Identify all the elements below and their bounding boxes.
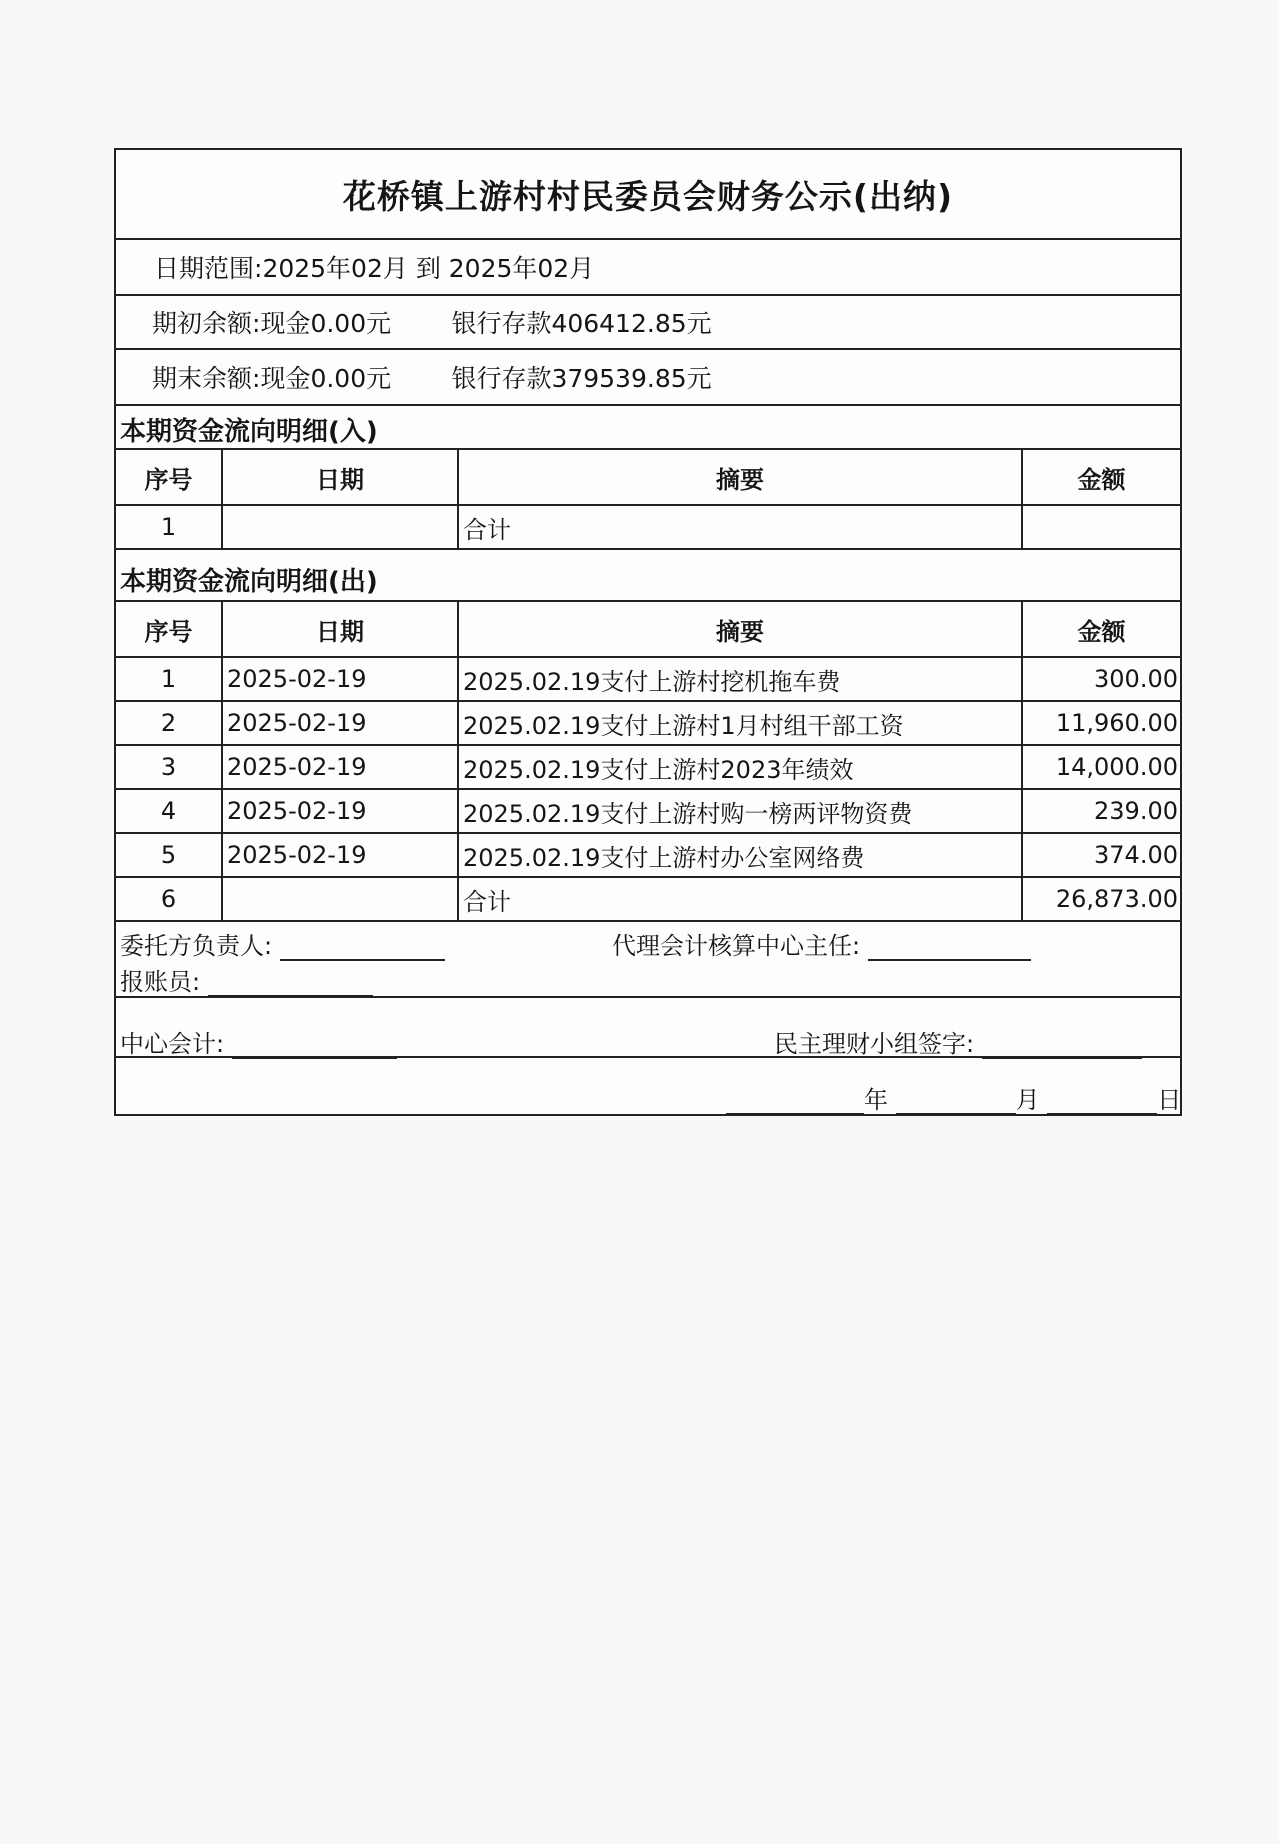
- row-amount: 26,873.00: [1022, 877, 1180, 921]
- table-row: [116, 505, 1180, 549]
- col-header-date: 日期: [222, 601, 458, 657]
- expense-table: [116, 600, 1180, 922]
- row-summary: 2025.02.19支付上游村2023年绩效: [458, 745, 1022, 789]
- reimburser-signature: [120, 962, 373, 997]
- row-date: 2025-02-19: [222, 657, 458, 701]
- center-director-signature: [612, 926, 1031, 961]
- row-date: 2025-02-19: [222, 833, 458, 877]
- col-header-summary: 摘要: [458, 449, 1022, 505]
- row-amount: 239.00: [1022, 789, 1180, 833]
- row-no: 6: [116, 877, 222, 921]
- row-amount: 11,960.00: [1022, 701, 1180, 745]
- principal-signature: [120, 926, 445, 961]
- row-no: 1: [116, 657, 222, 701]
- col-header-summary: 摘要: [458, 601, 1022, 657]
- row-amount: 14,000.00: [1022, 745, 1180, 789]
- divider: [116, 1056, 1180, 1058]
- row-no: 4: [116, 789, 222, 833]
- principal-signature-line: [280, 937, 445, 961]
- year-label: 年: [864, 1086, 888, 1114]
- signing-date: [726, 1080, 1181, 1115]
- row-amount: [1022, 505, 1180, 549]
- col-header-amount: 金额: [1022, 601, 1180, 657]
- center-accountant-signature: [120, 1024, 397, 1059]
- finance-group-signature: [774, 1024, 1142, 1059]
- row-date: 2025-02-19: [222, 745, 458, 789]
- row-no: 1: [116, 505, 222, 549]
- table-row: [116, 745, 1180, 789]
- year-line: [726, 1091, 864, 1115]
- row-summary: 2025.02.19支付上游村挖机拖车费: [458, 657, 1022, 701]
- reimburser-signature-line: [208, 973, 373, 997]
- month-line: [896, 1091, 1016, 1115]
- closing-balance-row: [116, 350, 1180, 404]
- col-header-date: 日期: [222, 449, 458, 505]
- table-row: [116, 833, 1180, 877]
- opening-balance-label: 期初余额:: [152, 309, 261, 338]
- date-range-to: 2025年02月: [448, 254, 595, 283]
- col-header-amount: 金额: [1022, 449, 1180, 505]
- day-label: 日: [1157, 1086, 1182, 1114]
- row-summary: 合计: [458, 505, 1022, 549]
- center-director-signature-line: [868, 937, 1031, 961]
- finance-disclosure-sheet: [114, 148, 1182, 1116]
- table-row: [116, 657, 1180, 701]
- opening-balance-row: [116, 296, 1180, 348]
- row-summary: 合计: [458, 877, 1022, 921]
- row-no: 3: [116, 745, 222, 789]
- row-summary: 2025.02.19支付上游村1月村组干部工资: [458, 701, 1022, 745]
- date-range-label: 日期范围:: [154, 254, 263, 283]
- date-range-separator: 到: [407, 254, 449, 283]
- table-row: [116, 877, 1180, 921]
- row-summary: 2025.02.19支付上游村办公室网络费: [458, 833, 1022, 877]
- principal-label: 委托方负责人:: [120, 932, 273, 960]
- row-no: 5: [116, 833, 222, 877]
- reimburser-label: 报账员:: [120, 968, 201, 996]
- expense-section-title: 本期资金流向明细(出): [120, 567, 378, 597]
- divider: [116, 996, 1180, 998]
- finance-group-label: 民主理财小组签字:: [774, 1030, 975, 1058]
- row-date: 2025-02-19: [222, 701, 458, 745]
- income-section-title: 本期资金流向明细(入): [120, 417, 378, 447]
- day-line: [1047, 1091, 1157, 1115]
- table-row: [116, 701, 1180, 745]
- closing-cash: 现金0.00元: [260, 364, 392, 393]
- document-title: 花桥镇上游村村民委员会财务公示(出纳): [342, 176, 954, 216]
- date-range-row: [116, 240, 1180, 294]
- row-summary: 2025.02.19支付上游村购一榜两评物资费: [458, 789, 1022, 833]
- row-no: 2: [116, 701, 222, 745]
- row-date: [222, 505, 458, 549]
- row-date: 2025-02-19: [222, 789, 458, 833]
- center-director-label: 代理会计核算中心主任:: [612, 932, 861, 960]
- row-date: [222, 877, 458, 921]
- closing-balance-label: 期末余额:: [152, 364, 261, 393]
- month-label: 月: [1015, 1086, 1040, 1114]
- col-header-no: 序号: [116, 449, 222, 505]
- expense-header-row: [116, 601, 1180, 657]
- income-table: [116, 448, 1180, 550]
- date-range-from: 2025年02月: [262, 254, 408, 283]
- row-amount: 374.00: [1022, 833, 1180, 877]
- opening-bank: 银行存款406412.85元: [451, 309, 712, 338]
- opening-cash: 现金0.00元: [260, 309, 392, 338]
- row-amount: 300.00: [1022, 657, 1180, 701]
- table-row: [116, 789, 1180, 833]
- income-header-row: [116, 449, 1180, 505]
- center-accountant-label: 中心会计:: [120, 1030, 225, 1058]
- closing-bank: 银行存款379539.85元: [451, 364, 712, 393]
- col-header-no: 序号: [116, 601, 222, 657]
